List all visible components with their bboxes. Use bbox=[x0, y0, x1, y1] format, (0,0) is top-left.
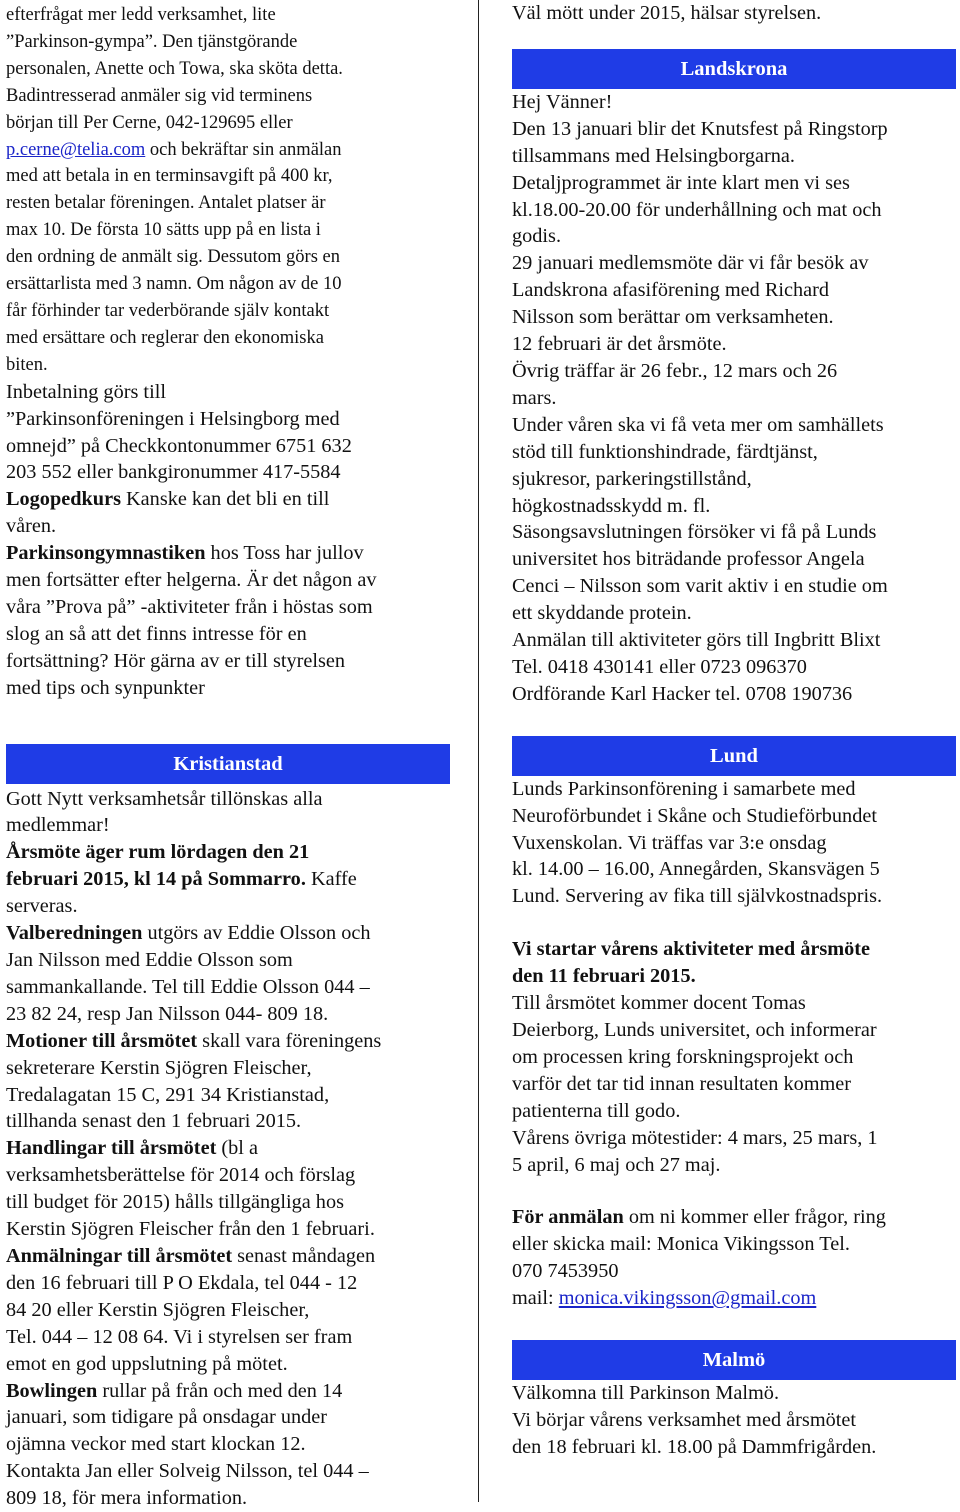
lund-arsmote-paragraph bbox=[512, 936, 956, 1178]
section-header-malmo: Malmö bbox=[512, 1340, 956, 1380]
intro-text-2: och bekräftar sin anmälan med att betala in en terminsavgift på 400 kr, resten betalar föreningen. Antalet platser är max 10. De första 10 sätts upp på en lista i den ordning de anmält sig. Dessutom görs en ersättarlista med 3 namn. Om någon av de 10 får förhinder tar vederbörande själv kontakt med ersättare och reglerar den ekonomiska biten. bbox=[6, 139, 342, 375]
intro-text-1: efterfrågat mer ledd verksamhet, lite ”Parkinson-gympa”. Den tjänstgörande personalen, Anette och Towa, ska sköta detta. Badintresserad anmäler sig vid terminens början till Per Cerne, 042-129695 eller bbox=[6, 5, 343, 133]
gym-swim-paragraph bbox=[6, 2, 450, 379]
column-divider bbox=[478, 0, 479, 1502]
valberedning-heading: Valberedningen bbox=[6, 922, 143, 945]
lund-body: Lunds Parkinsonförening i samarbete med Neuroförbundet i Skåne och Studieförbundet Vuxenskolan. Vi träffas var 3:e onsdag kl. 14.00 – 16.00, Annegården, Skansvägen 5 Lund. Servering av fika till självkostnadspris. bbox=[512, 777, 883, 908]
valberedning-text: utgörs av Eddie Olsson och Jan Nilsson med Eddie Olsson som sammankallande. Tel till Eddie Olsson 044 – 23 82 24, resp Jan Nilsson 044- 809 18. bbox=[6, 922, 371, 1025]
right-column bbox=[512, 0, 956, 1461]
section-header-lund: Lund bbox=[512, 736, 956, 776]
section-header-landskrona: Landskrona bbox=[512, 49, 956, 89]
logoped-heading: Logopedkurs bbox=[6, 488, 121, 511]
anmalningar-heading: Anmälningar till årsmötet bbox=[6, 1244, 233, 1267]
kristianstad-greeting: Gott Nytt verksamhetsår tillönskas alla medlemmar! bbox=[6, 787, 323, 837]
bowling-heading: Bowlingen bbox=[6, 1379, 98, 1402]
kristianstad-body bbox=[6, 786, 450, 1512]
payment-text: Inbetalning görs till ”Parkinsonföreningen i Helsingborg med omnejd” på Checkkontonummer 6751 632 203 552 eller bankgironummer 417-5584 bbox=[6, 380, 352, 484]
payment-paragraph bbox=[6, 379, 450, 702]
gymnastics-heading: Parkinsongymnastiken bbox=[6, 542, 206, 565]
gymnastics-text: hos Toss har jullov men fortsätter efter helgerna. Är det någon av våra ”Prova på” -aktiviteter från i höstas som slog an så att det finns intresse för en fortsättning? Hör gärna av er till styrelsen med tips och synpunkter bbox=[6, 542, 377, 699]
lund-anmalan-paragraph bbox=[512, 1204, 956, 1312]
logoped-text: Kanske kan det bli en till våren. bbox=[6, 488, 330, 538]
lund-start-text: Till årsmötet kommer docent Tomas Deierborg, Lunds universitet, och informerar om processen kring forskningsprojekt och varför det tar tid innan resultaten kommer patienterna till godo. Vårens övriga mötestider: 4 mars, 25 mars, 1 5 april, 6 maj och 27 maj. bbox=[512, 992, 878, 1176]
email-link-vikingsson[interactable]: monica.vikingsson@gmail.com bbox=[558, 1287, 817, 1310]
greeting-line: Väl mött under 2015, hälsar styrelsen. bbox=[512, 2, 822, 24]
malmo-body: Välkomna till Parkinson Malmö. Vi börjar vårens verksamhet med årsmötet den 18 februari kl. 18.00 på Dammfrigården. bbox=[512, 1382, 877, 1458]
anmalningar-text: senast måndagen den 16 februari till P O Ekdala, tel 044 - 12 84 20 eller Kerstin Sjögren Fleischer, Tel. 044 – 12 08 64. Vi i styrelsen ser fram emot en god uppslutning på mötet. bbox=[6, 1244, 376, 1375]
arsmote-text: Kaffe serveras. bbox=[6, 868, 357, 918]
bowling-text: rullar på från och med den 14 januari, som tidigare på onsdagar under ojämna veckor med start klockan 12. Kontakta Jan eller Solveig Nilsson, tel 044 – 809 18, för mera information. bbox=[6, 1379, 369, 1510]
email-link-cerne[interactable]: p.cerne@telia.com bbox=[6, 139, 146, 160]
motioner-text: skall vara föreningens sekreterare Kerstin Sjögren Fleischer, Tredalagatan 15 C, 291 34 Kristianstad, tillhanda senast den 1 februari 2015. bbox=[6, 1029, 382, 1133]
lund-anmalan-text: om ni kommer eller frågor, ring eller skicka mail: Monica Vikingsson Tel. 070 7453950 mail: bbox=[512, 1206, 886, 1310]
section-header-kristianstad: Kristianstad bbox=[6, 744, 450, 784]
lund-start-heading: Vi startar vårens aktiviteter med årsmöte den 11 februari 2015. bbox=[512, 938, 871, 988]
handlingar-text: (bl a verksamhetsberättelse för 2014 och förslag till budget för 2015) hålls tillgängliga hos Kerstin Sjögren Fleischer från den 1 februari. bbox=[6, 1137, 375, 1241]
left-column bbox=[6, 0, 450, 1512]
arsmote-heading: Årsmöte äger rum lördagen den 21 februari 2015, kl 14 på Sommarro. bbox=[6, 841, 310, 891]
motioner-heading: Motioner till årsmötet bbox=[6, 1029, 198, 1052]
lund-anmalan-heading: För anmälan bbox=[512, 1206, 624, 1229]
handlingar-heading: Handlingar till årsmötet bbox=[6, 1137, 217, 1160]
landskrona-body: Hej Vänner! Den 13 januari blir det Knutsfest på Ringstorp tillsammans med Helsingborgarna. Detaljprogrammet är inte klart men vi ses kl.18.00-20.00 för underhållning och mat och godis. 29 januari medlemsmöte där vi får besök av Landskrona afasiförening med Richard Nilsson som berättar om verksamheten. 12 februari är det årsmöte. Övrig träffar är 26 febr., 12 mars och 26 mars. Under våren ska vi få veta mer om samhällets stöd till funktionshindrade, färdtjänst, sjukresor, parkeringstillstånd, högkostnadsskydd m. fl. Säsongsavslutningen försöker vi få på Lunds universitet hos biträdande professor Angela Cenci – Nilsson som varit aktiv i en studie om ett skyddande protein. Anmälan till aktiviteter görs till Ingbritt Blixt Tel. 0418 430141 eller 0723 096370 Ordförande Karl Hacker tel. 0708 190736 bbox=[512, 90, 888, 705]
